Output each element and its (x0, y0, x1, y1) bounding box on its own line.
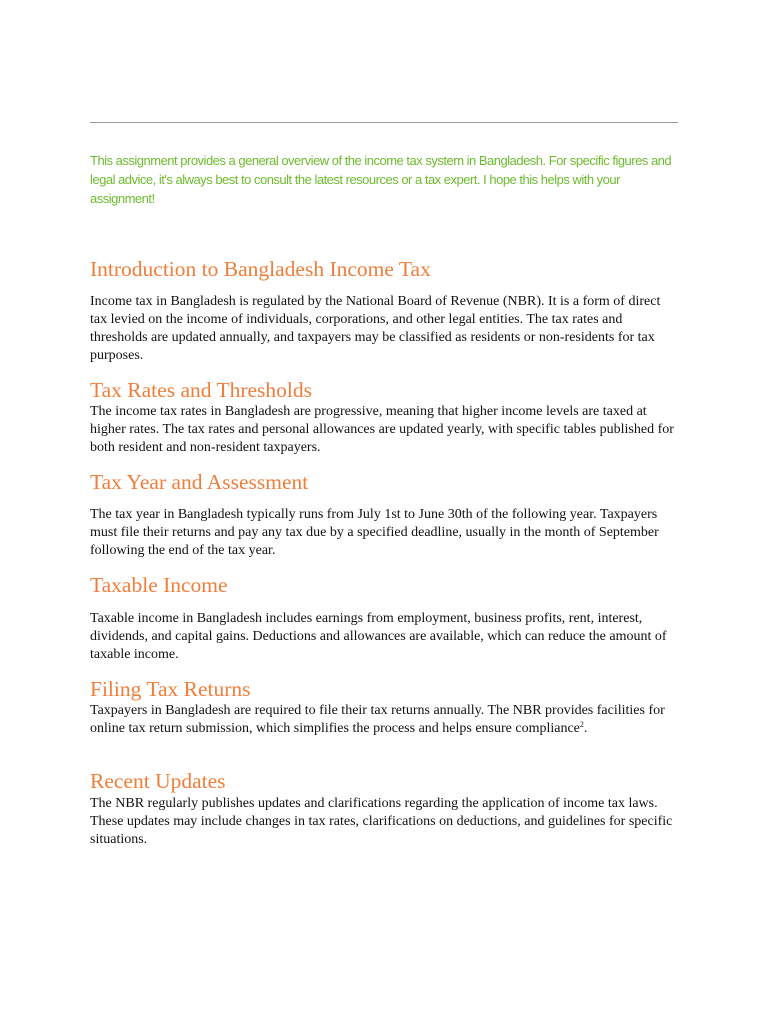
paragraph-introduction: Income tax in Bangladesh is regulated by the National Board of Revenue (NBR). It is a form of direct tax levied on the income of individuals, corporations, and other legal entities. The tax rates and thresholds are updated annually, and taxpayers may be classified as residents or non-residents for tax purposes. (90, 294, 661, 363)
paragraph-filing-returns-text: Taxpayers in Bangladesh are required to file their tax returns annually. The NBR provides facilities for online tax return submission, which simplifies the process and helps ensure compliance (90, 703, 665, 736)
heading-recent-updates: Recent Updates (90, 769, 226, 793)
heading-filing-returns: Filing Tax Returns (90, 677, 251, 701)
heading-tax-rates: Tax Rates and Thresholds (90, 378, 313, 402)
paragraph-tax-year: The tax year in Bangladesh typically runs from July 1st to June 30th of the following year. Taxpayers must file their returns and pay any tax due by a specified deadline, usually in the month of September following the end of the tax year. (90, 507, 659, 558)
paragraph-filing-returns-end: . (583, 721, 588, 736)
heading-introduction: Introduction to Bangladesh Income Tax (90, 257, 431, 281)
intro-note: This assignment provides a general overview of the income tax system in Bangladesh. For specific figures and legal advice, it's always best to consult the latest resources or a tax expert. I hope this helps with your assignment! (90, 153, 672, 206)
heading-tax-year: Tax Year and Assessment (90, 470, 309, 494)
paragraph-taxable-income: Taxable income in Bangladesh includes earnings from employment, business profits, rent, interest, dividends, and capital gains. Deductions and allowances are available, which can reduce the amount of taxable income. (90, 611, 667, 662)
heading-taxable-income: Taxable Income (90, 573, 228, 597)
horizontal-rule (90, 122, 678, 123)
paragraph-tax-rates: The income tax rates in Bangladesh are progressive, meaning that higher income levels are taxed at higher rates. The tax rates and personal allowances are updated yearly, with specific tables published for both resident and non-resident taxpayers. (90, 404, 674, 455)
footnote-marker: 2 (579, 720, 584, 729)
paragraph-filing-returns (90, 702, 680, 738)
paragraph-recent-updates: The NBR regularly publishes updates and clarifications regarding the application of income tax laws. These updates may include changes in tax rates, clarifications on deductions, and guidelines for specific situations. (90, 796, 673, 847)
